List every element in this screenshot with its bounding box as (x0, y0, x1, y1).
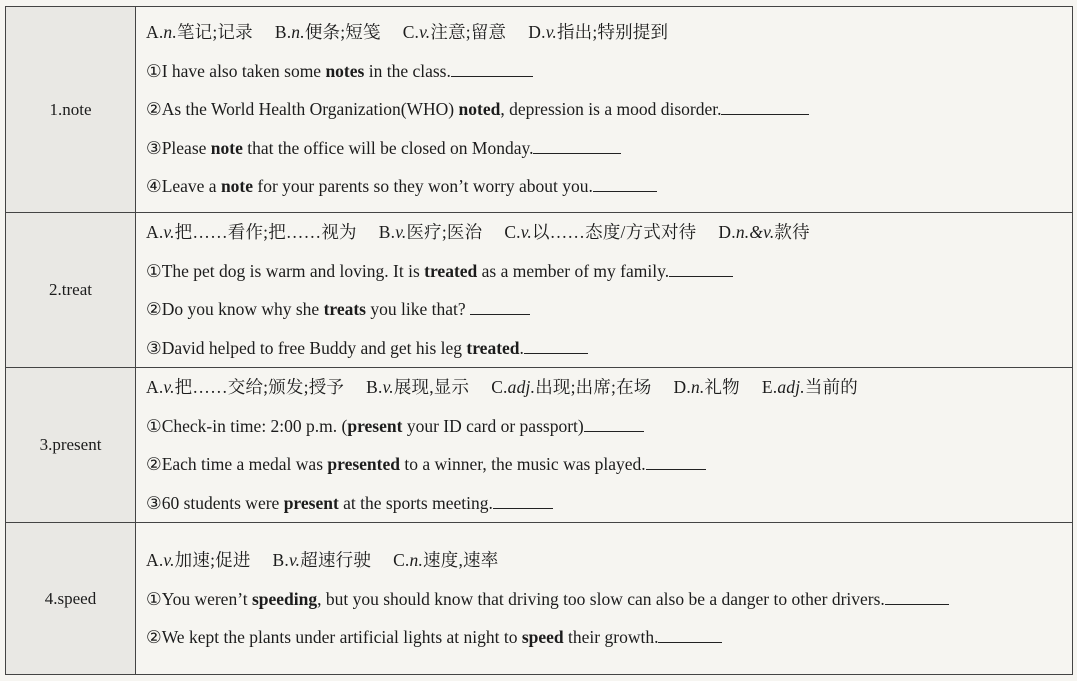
answer-blank[interactable] (646, 455, 706, 470)
answer-blank[interactable] (493, 494, 553, 509)
definition-option: B.n.便条;短笺 (274, 22, 381, 43)
example-sentence: ③Please note that the office will be closed on Monday. (146, 129, 1072, 168)
example-sentence: ②As the World Health Organization(WHO) noted, depression is a mood disorder. (146, 90, 1072, 129)
answer-blank[interactable] (533, 139, 621, 154)
word-cell: 3.present (6, 368, 136, 523)
definitions-line (146, 13, 1072, 52)
example-sentence: ②Each time a medal was presented to a winner, the music was played. (146, 445, 1072, 484)
answer-blank[interactable] (584, 417, 644, 432)
example-sentence: ①Check-in time: 2:00 p.m. (present your ID card or passport) (146, 407, 1072, 446)
definition-option: A.v.把……看作;把……视为 (146, 222, 357, 242)
answer-blank[interactable] (669, 262, 733, 277)
example-sentence: ③60 students were present at the sports meeting. (146, 484, 1072, 523)
definition-option: C.adj.出现;出席;在场 (491, 377, 652, 397)
answer-blank[interactable] (658, 628, 722, 643)
example-sentence: ③David helped to free Buddy and get his leg treated. (146, 329, 1072, 368)
content-cell (136, 213, 1073, 368)
answer-blank[interactable] (885, 590, 949, 605)
definitions-line (146, 541, 1072, 580)
definition-option: B.v.展现,显示 (366, 377, 470, 397)
definition-option: A.v.把……交给;颁发;授予 (146, 377, 345, 397)
table-row (6, 368, 1073, 523)
table-row (6, 7, 1073, 213)
word-cell: 2.treat (6, 213, 136, 368)
answer-blank[interactable] (524, 339, 588, 354)
content-cell (136, 7, 1073, 213)
word-cell: 1.note (6, 7, 136, 213)
example-sentence: ①I have also taken some notes in the class. (146, 52, 1072, 91)
definition-option: B.v.医疗;医治 (378, 222, 483, 242)
content-cell (136, 523, 1073, 675)
definition-option: D.n.&v.款待 (718, 222, 810, 242)
example-sentence: ②We kept the plants under artificial lights at night to speed their growth. (146, 618, 1072, 657)
content-cell (136, 368, 1073, 523)
example-sentence: ④Leave a note for your parents so they won’t worry about you. (146, 167, 1072, 206)
definition-option: C.v.注意;留意 (402, 22, 507, 43)
word-cell: 4.speed (6, 523, 136, 675)
definition-option: A.v.加速;促进 (146, 550, 251, 570)
example-sentence: ②Do you know why she treats you like that? (146, 290, 1072, 329)
table-row (6, 213, 1073, 368)
example-sentence: ①The pet dog is warm and loving. It is treated as a member of my family. (146, 252, 1072, 291)
definitions-line (146, 213, 1072, 252)
definition-option: B.v.超速行驶 (272, 550, 372, 570)
definition-option: E.adj.当前的 (761, 377, 858, 397)
vocabulary-table (5, 6, 1073, 675)
definition-option: D.n.礼物 (673, 377, 740, 397)
answer-blank[interactable] (470, 300, 530, 315)
definition-option: A.n.笔记;记录 (146, 22, 253, 43)
definition-option: C.v.以……态度/方式对待 (504, 222, 697, 242)
definitions-line (146, 368, 1072, 407)
definition-option: D.v.指出;特别提到 (528, 22, 669, 43)
answer-blank[interactable] (451, 62, 533, 77)
example-sentence: ①You weren’t speeding, but you should know that driving too slow can also be a danger to other drivers. (146, 580, 1072, 618)
answer-blank[interactable] (721, 100, 809, 115)
definition-option: C.n.速度,速率 (393, 550, 499, 570)
table-row (6, 523, 1073, 675)
answer-blank[interactable] (593, 177, 657, 192)
